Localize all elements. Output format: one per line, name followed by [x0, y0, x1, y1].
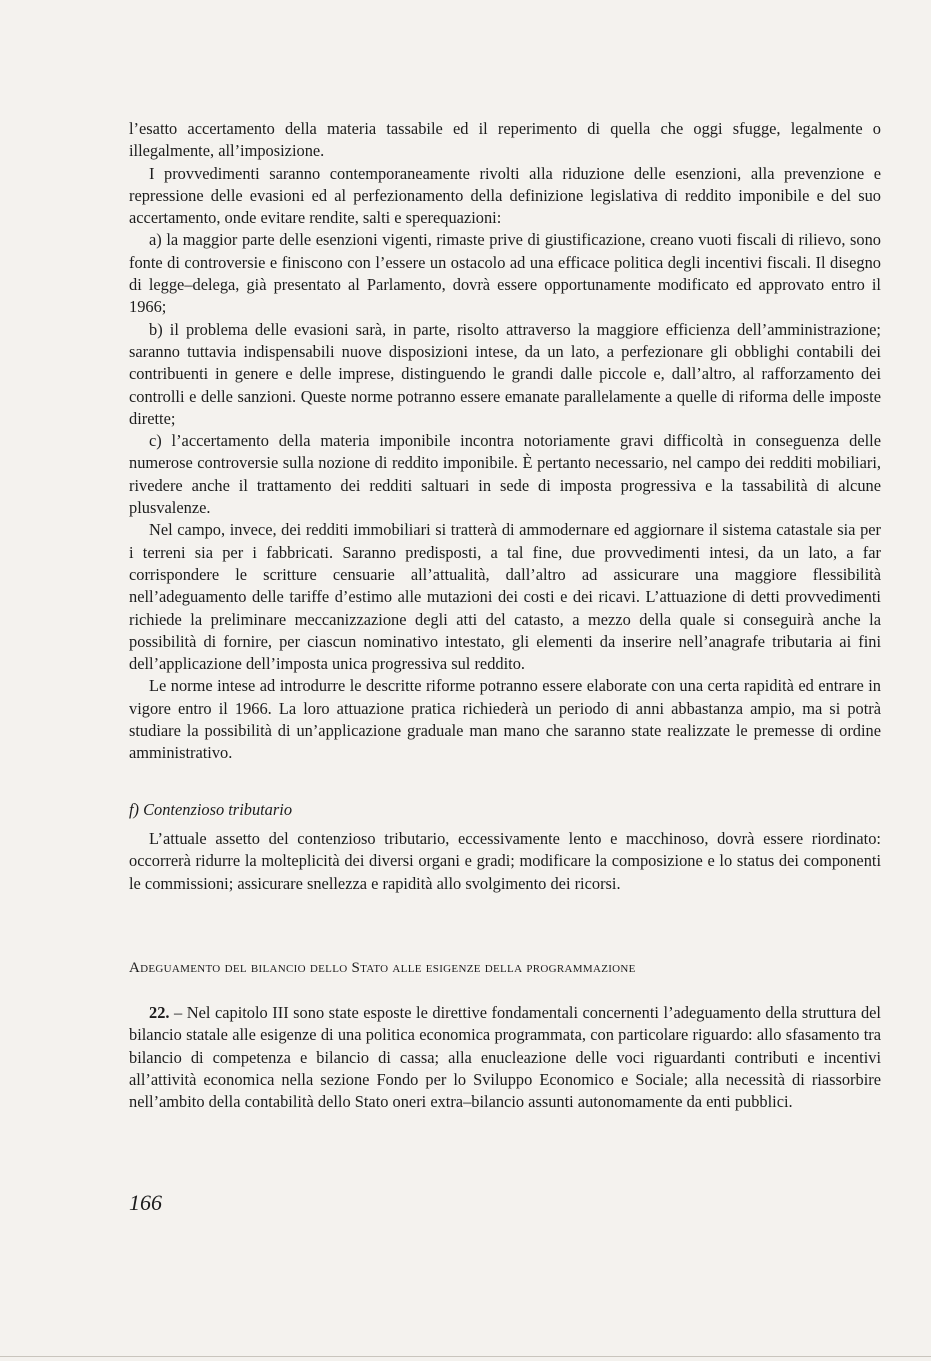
- body-text-3: [129, 1002, 881, 1113]
- section-heading: Adeguamento del bilancio dello Stato alle esigenze della programmazione: [129, 960, 636, 976]
- body-text-2: [129, 828, 881, 895]
- paragraph: b) il problema delle evasioni sarà, in parte, risolto attraverso la maggiore efficienza dell’amministrazione; saranno tuttavia indispensabili nuove disposizioni intese, da un lato, a perfezionare gli obblighi contabili dei contribuenti in genere e delle imprese, distinguendo le grandi dalle piccole e, dall’altro, al rafforzamento dei controlli e delle sanzioni. Queste norme potranno essere emanate parallelamente a quelle di riforma delle imposte dirette;: [129, 319, 881, 428]
- paragraph: I provvedimenti saranno contemporaneamente rivolti alla riduzione delle esenzioni, alla prevenzione e repressione delle evasioni ed al perfezionamento della definizione legislativa di reddito imponibile e del suo accertamento, onde evitare rendite, salti e sperequazioni:: [129, 163, 881, 228]
- paragraph: L’attuale assetto del contenzioso tributario, eccessivamente lento e macchinoso, dovrà essere riordinato: occorrerà ridurre la molteplicità dei diversi organi e gradi; modificare la composizione e lo status dei componenti le commissioni; assicurare snellezza e rapidità allo svolgimento dei ricorsi.: [129, 829, 881, 893]
- paragraph: l’esatto accertamento della materia tassabile ed il reperimento di quella che oggi sfugge, legalmente o illegalmente, all’imposizione.: [129, 119, 881, 161]
- body-text-1: [129, 118, 881, 765]
- page-edge-divider: [0, 1356, 931, 1357]
- paragraph: c) l’accertamento della materia imponibile incontra notoriamente gravi difficoltà in conseguenza delle numerose controversie sulla nozione di reddito imponibile. È pertanto necessario, nel campo dei redditi mobiliari, rivedere anche il trattamento dei redditi saltuari in sede di imposta progressiva e la tassabilità di alcune plusvalenze.: [129, 431, 881, 518]
- paragraph: [129, 1002, 881, 1113]
- paragraph-number: 22.: [149, 1003, 170, 1022]
- subsection-heading: f) Contenzioso tributario: [129, 800, 293, 819]
- page-number: 166: [129, 1190, 162, 1215]
- paragraph: Le norme intese ad introdurre le descritte riforme potranno essere elaborate con una certa rapidità ed entrare in vigore entro il 1966. La loro attuazione pratica richiederà un periodo di anni abbastanza ampio, ma si potrà studiare la possibilità di un’applicazione graduale man mano che saranno state realizzate le premesse di ordine amministrativo.: [129, 676, 881, 763]
- paragraph-text: – Nel capitolo III sono state esposte le direttive fondamentali concernenti l’adeguamento della struttura del bilancio statale alle esigenze di una politica economica programmata, con particolare riguardo: allo sfasamento tra bilancio di competenza e bilancio di cassa; alla enucleazione delle voci riguardanti contributi e incentivi all’attività economica nella sezione Fondo per lo Sviluppo Economico e Sociale; alla necessità di riassorbire nell’ambito della contabilità dello Stato oneri extra–bilancio assunti autonomamente da enti pubblici.: [129, 1003, 881, 1112]
- paragraph: a) la maggior parte delle esenzioni vigenti, rimaste prive di giustificazione, creano vuoti fiscali di rilievo, sono fonte di controversie e finiscono con l’essere un ostacolo ad una efficace politica degli incentivi fiscali. Il disegno di legge–delega, già presentato al Parlamento, dovrà essere opportunamente modificato ed approvato entro il 1966;: [129, 230, 881, 317]
- paragraph: Nel campo, invece, dei redditi immobiliari si tratterà di ammodernare ed aggiornare il sistema catastale sia per i terreni sia per i fabbricati. Saranno predisposti, a tal fine, due provvedimenti intesi, da un lato, a far corrispondere le scritture censuarie all’attualità, dall’altro ad assicurare una maggiore flessibilità nell’adeguamento delle tariffe d’estimo alle mutazioni dei costi e dei ricavi. L’attuazione di detti provvedimenti richiede la preliminare meccanizzazione degli atti del catasto, a mezzo della quale si conseguirà anche la possibilità di fornire, per ciascun nominativo intestato, gli elementi da inserire nell’anagrafe tributaria ai fini dell’applicazione dell’imposta unica progressiva sul reddito.: [129, 520, 881, 674]
